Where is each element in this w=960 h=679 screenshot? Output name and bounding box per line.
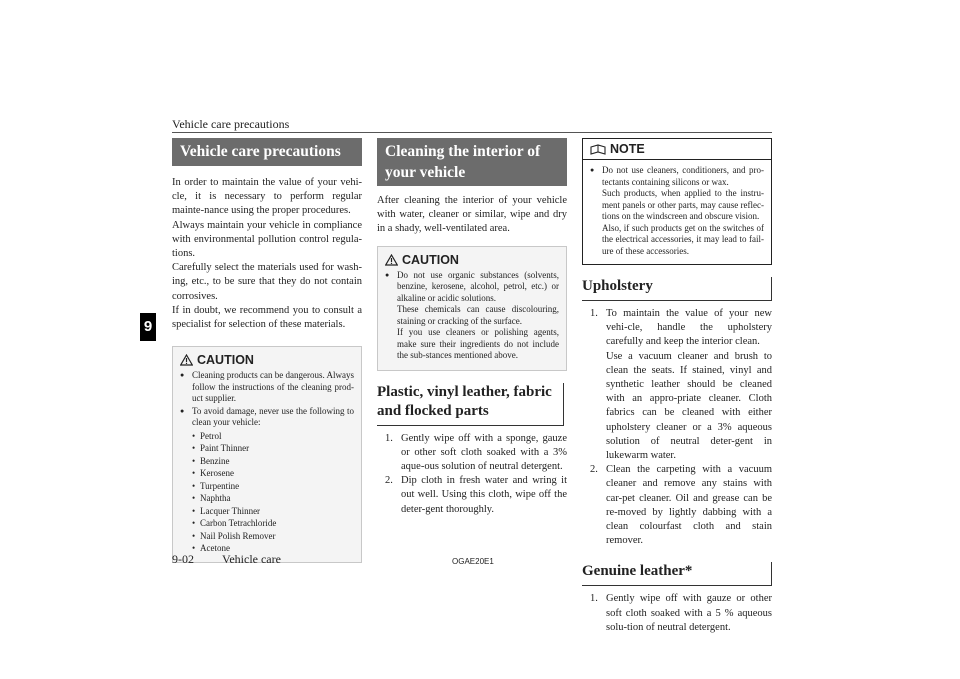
running-header: Vehicle care precautions <box>172 117 290 131</box>
section-heading: Genuine leather* <box>582 562 772 586</box>
step-item: 2. Dip cloth in fresh water and wring it out well. Using this cloth, wipe off the deter-gent thoroughly. <box>385 475 567 515</box>
column-1 <box>172 138 362 563</box>
warning-triangle-icon <box>180 354 193 366</box>
section-heading: Upholstery <box>582 277 772 301</box>
step-item: 1. To maintain the value of your new vehi-cle, handle the upholstery carefully and keep the interior clean. Use a vacuum cleaner and brush to clean the seats. If stained, vinyl and synthetic leather should be cleaned with an appro-priate cleaner. Cloth fabrics can be cleaned with either upholstery cleaner or a 3% aqueous solution of neutral deter-gent in lukewarm water. <box>590 308 772 462</box>
intro-text <box>172 176 362 332</box>
step-item: 2. Clean the carpeting with a vacuum cleaner and remove any stains with car-pet cleaner. Oil and grease can be re-moved by lightly dabbing with a clean colourfast cloth and stain remover. <box>590 464 772 547</box>
section-title-banner: Vehicle care precautions <box>172 138 362 166</box>
column-2 <box>377 138 567 517</box>
steps-list <box>582 307 772 548</box>
list-item: • Naphtha <box>192 493 231 504</box>
caution-label: CAUTION <box>197 353 254 368</box>
note-label: NOTE <box>610 142 645 156</box>
list-item: • Petrol <box>192 430 222 441</box>
substance-list <box>180 430 354 555</box>
paragraph: Carefully select the materials used for wash-ing, etc., to be sure that they do not contain corrosives. <box>172 262 362 302</box>
list-item: • Benzine <box>192 455 230 466</box>
caution-header <box>180 353 354 367</box>
bullet-icon: ● <box>180 371 185 380</box>
bullet-icon: ● <box>385 270 390 279</box>
chapter-tab: 9 <box>140 313 156 341</box>
page-number: 9-02 <box>172 552 194 566</box>
header-rule <box>172 132 772 133</box>
list-item: • Turpentine <box>192 480 240 491</box>
steps-list <box>582 592 772 635</box>
caution-item: ● Cleaning products can be dangerous. Always follow the instructions of the cleaning prod-uct supplier. <box>180 370 354 404</box>
paragraph: Always maintain your vehicle in compliance with environmental pollution control regula-tions. <box>172 219 362 260</box>
caution-header <box>385 253 559 267</box>
note-header <box>583 139 771 160</box>
bullet-icon: ● <box>590 166 595 174</box>
paragraph: If in doubt, we recommend you to consult a specialist for selection of these materials. <box>172 304 362 331</box>
caution-box <box>172 346 362 563</box>
list-item: • Kerosene <box>192 468 234 479</box>
column-3 <box>582 138 772 635</box>
bullet-icon: ● <box>180 406 185 415</box>
caution-item: ● Do not use organic substances (solvents, benzine, kerosene, alcohol, petrol, etc.) or alkaline or acidic solutions. These chemicals can cause discolouring, staining or cracking of the surface. If you use cleaners or polishing agents, make sure their ingredients do not include the sub-stances mentioned above. <box>385 269 559 361</box>
steps-list <box>377 432 567 517</box>
section-heading: Plastic, vinyl leather, fabric and flocked parts <box>377 383 564 426</box>
caution-label: CAUTION <box>402 252 459 267</box>
list-item: • Nail Polish Remover <box>192 530 276 541</box>
step-item: 1. Gently wipe off with gauze or other soft cloth soaked with a 5 % aqueous solu-tion of neutral detergent. <box>590 593 772 633</box>
section-title-banner: Cleaning the interior of your vehicle <box>377 138 567 186</box>
note-box <box>582 138 772 265</box>
list-item: • Carbon Tetrachloride <box>192 518 277 529</box>
step-item: 1. Gently wipe off with a sponge, gauze or other soft cloth soaked with a 3% aque-ous solution of neutral detergent. <box>385 432 567 473</box>
note-icon <box>590 144 606 155</box>
warning-triangle-icon <box>385 254 398 266</box>
list-item: • Lacquer Thinner <box>192 505 261 516</box>
caution-item: ● To avoid damage, never use the following to clean your vehicle: <box>180 405 354 428</box>
intro-text: After cleaning the interior of your vehicle with water, cleaner or similar, wipe and dry in a shady, well-ventilated area. <box>377 195 567 235</box>
note-item: ● Do not use cleaners, conditioners, and pro-tectants containing silicons or wax. Such products, when applied to the instru-ment panels or other parts, may cause reflec-tions on the windscreen and obscure vision. Also, if such products get on the switches of the electrical accessories, it may lead to fail-ure of these accessories. <box>590 165 764 256</box>
list-item: • Acetone <box>192 543 230 554</box>
document-code: OGAE20E1 <box>452 557 494 566</box>
paragraph: In order to maintain the value of your vehi-cle, it is necessary to perform regular mainte-nance using the proper procedures. <box>172 177 362 217</box>
footer-section: Vehicle care <box>222 552 281 566</box>
caution-box <box>377 246 567 371</box>
list-item: • Paint Thinner <box>192 443 250 454</box>
